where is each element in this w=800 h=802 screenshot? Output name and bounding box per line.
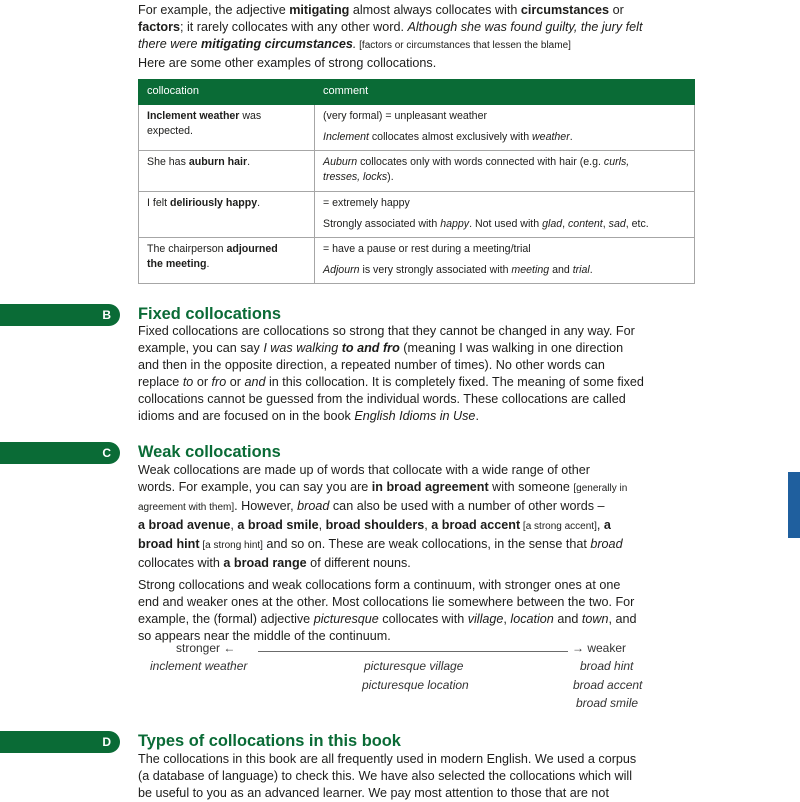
section-c-body: [138, 462, 698, 645]
table-row: [139, 151, 695, 192]
text-line: Fixed collocations are collocations so strong that they cannot be changed in any way. For: [138, 324, 635, 338]
text-line: agreement with them]. However, broad can also be used with a number of other words –: [138, 498, 605, 513]
column-header-collocation: collocation: [139, 80, 315, 105]
comment-cell: = have a pause or rest during a meeting/trial Adjourn is very strongly associated with meeting and trial.: [315, 238, 695, 284]
text-line: collocations cannot be guessed from the individual words. These collocations are called: [138, 391, 626, 406]
continuum-weak-example: broad accent: [573, 678, 643, 692]
comment-cell: (very formal) = unpleasant weather Inclement collocates almost exclusively with weather.: [315, 105, 695, 151]
column-header-comment: comment: [315, 80, 695, 105]
collocation-cell: Inclement weather was expected.: [139, 105, 315, 151]
text-line: Strong collocations and weak collocations form a continuum, with stronger ones at one: [138, 578, 621, 593]
intro-line-1: For example, the adjective mitigating almost always collocates with circumstances or: [138, 3, 624, 17]
section-b-tab: B: [0, 304, 120, 326]
intro-line-4: Here are some other examples of strong collocations.: [138, 55, 437, 70]
continuum-weaker-label: → weaker: [572, 641, 627, 655]
comment-cell: Auburn collocates only with words connected with hair (e.g. curls, tresses, locks).: [315, 151, 695, 192]
continuum-middle-example: picturesque location: [362, 678, 469, 692]
section-d-body: [138, 751, 698, 802]
table-header-row: [139, 80, 695, 105]
collocation-cell: The chairperson adjourned the meeting.: [139, 238, 315, 284]
section-c-tab: C: [0, 442, 120, 464]
page-edge-tab: [788, 472, 800, 538]
table-row: [139, 192, 695, 238]
text-line: idioms and are focused on in the book English Idioms in Use.: [138, 408, 479, 423]
intro-paragraph: [138, 2, 698, 72]
table-row: [139, 238, 695, 284]
collocation-cell: I felt deliriously happy.: [139, 192, 315, 238]
collocation-table: [138, 79, 695, 284]
continuum-stronger-label: stronger ←: [176, 641, 236, 655]
comment-cell: = extremely happy Strongly associated with happy. Not used with glad, content, sad, etc.: [315, 192, 695, 238]
continuum-strong-example: inclement weather: [150, 659, 248, 673]
intro-line-2: factors; it rarely collocates with any other word. Although she was found guilty, the jury felt: [138, 19, 643, 34]
section-c-title: Weak collocations: [138, 443, 281, 461]
text-line: example, the (formal) adjective picturesque collocates with village, location and town, and: [138, 612, 637, 627]
section-d-tab: D: [0, 731, 120, 753]
section-b-title: Fixed collocations: [138, 305, 281, 323]
continuum-weak-example: broad smile: [576, 696, 639, 710]
text-line: collocates with a broad range of different nouns.: [138, 555, 411, 570]
text-line: words. For example, you can say you are in broad agreement with someone [generally in: [138, 479, 628, 494]
continuum-weak-example: broad hint: [580, 659, 634, 673]
text-line: broad hint [a strong hint] and so on. These are weak collocations, in the sense that broad: [138, 536, 623, 551]
continuum-middle-example: picturesque village: [364, 659, 464, 673]
text-line: so appears near the middle of the continuum.: [138, 629, 391, 644]
text-line: be useful to you as an advanced learner. We pay most attention to those that are not: [138, 785, 609, 800]
collocation-cell: She has auburn hair.: [139, 151, 315, 192]
table-row: [139, 105, 695, 151]
text-line: end and weaker ones at the other. Most collocations lie somewhere between the two. For: [138, 595, 635, 610]
section-d-title: Types of collocations in this book: [138, 732, 401, 750]
text-line: and then in the opposite direction, a repeated number of times). No other words can: [138, 357, 605, 372]
intro-line-3: there were mitigating circumstances. [factors or circumstances that lessen the blame]: [138, 36, 571, 51]
text-line: Weak collocations are made up of words that collocate with a wide range of other: [138, 463, 590, 477]
section-b-body: [138, 323, 698, 424]
text-line: The collocations in this book are all frequently used in modern English. We used a corpus: [138, 752, 637, 766]
text-line: (a database of language) to check this. We have also selected the collocations which will: [138, 768, 633, 783]
text-line: a broad avenue, a broad smile, broad shoulders, a broad accent [a strong accent], a: [138, 517, 611, 532]
text-line: replace to or fro or and in this collocation. It is completely fixed. The meaning of some fixed: [138, 374, 644, 389]
text-line: example, you can say I was walking to and fro (meaning I was walking in one direction: [138, 340, 624, 355]
continuum-line: [258, 651, 568, 652]
